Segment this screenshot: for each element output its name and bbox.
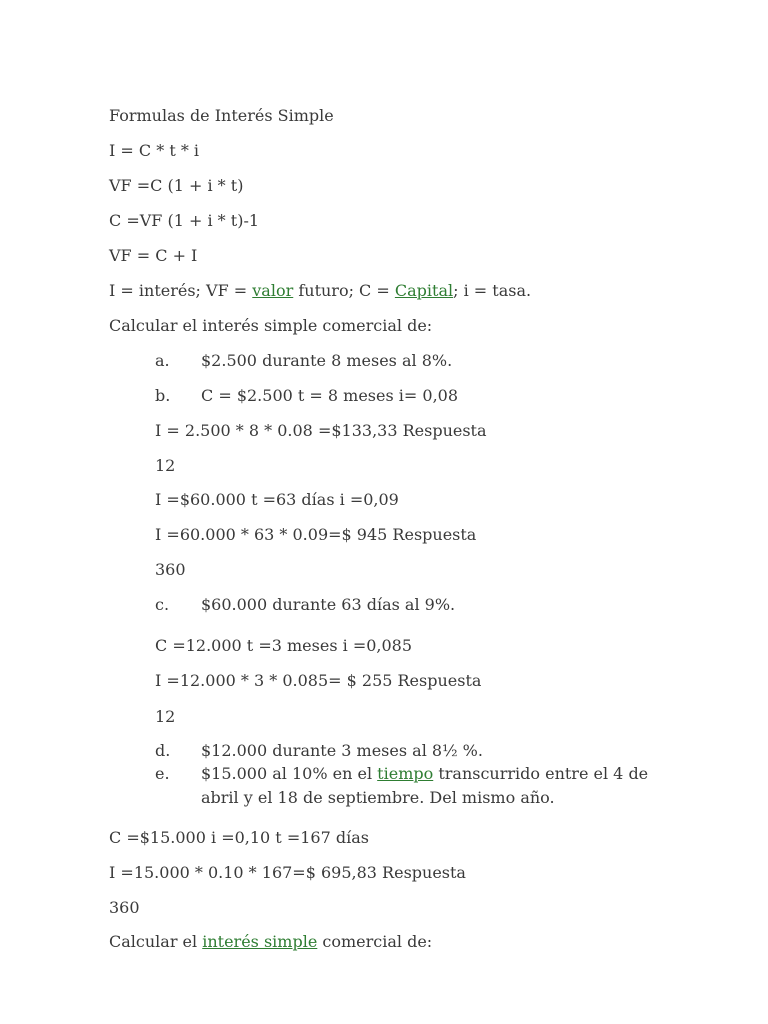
list-item-e — [155, 762, 655, 810]
formula-vf-sum: VF = C + I — [109, 246, 198, 265]
list-item-a — [155, 351, 452, 371]
list-text-d: $12.000 durante 3 meses al 8½ %. — [201, 741, 483, 760]
calc-e: I =15.000 * 0.10 * 167=$ 695,83 Respuesta — [109, 863, 466, 882]
intro-text: Calcular el interés simple comercial de: — [109, 316, 433, 335]
list-marker-e: e. — [155, 764, 170, 783]
legend-text-2: futuro; C = — [293, 281, 395, 300]
outro-text-1: Calcular el — [109, 932, 203, 951]
list-text-b: C = $2.500 t = 8 meses i= 0,08 — [201, 386, 459, 405]
outro-text-2: comercial de: — [317, 932, 433, 951]
calc-c: I =12.000 * 3 * 0.085= $ 255 Respuesta — [155, 671, 482, 690]
values-b2: I =$60.000 t =63 días i =0,09 — [155, 490, 399, 509]
list-item-d — [155, 741, 483, 761]
tiempo-link[interactable]: tiempo — [377, 764, 434, 783]
values-c: C =12.000 t =3 meses i =0,085 — [155, 636, 413, 655]
values-e: C =$15.000 i =0,10 t =167 días — [109, 828, 369, 847]
denominator-e: 360 — [109, 898, 140, 917]
list-marker-b: b. — [155, 386, 171, 405]
outro-text — [109, 932, 432, 952]
denominator-b: 12 — [155, 456, 176, 475]
list-marker-a: a. — [155, 351, 170, 370]
page-title: Formulas de Interés Simple — [109, 106, 334, 125]
formula-future-value: VF =C (1 + i * t) — [109, 176, 244, 195]
formula-interest: I = C * t * i — [109, 141, 200, 160]
valor-link[interactable]: valor — [252, 281, 294, 300]
formula-capital: C =VF (1 + i * t)-1 — [109, 211, 260, 230]
denominator-b2: 360 — [155, 560, 186, 579]
list-text-a: $2.500 durante 8 meses al 8%. — [201, 351, 453, 370]
list-text-e-2: transcurrido entre el 4 de abril y el 18 de septiembre. Del mismo año. — [201, 764, 649, 807]
list-item-c — [155, 595, 455, 615]
capital-link[interactable]: Capital — [394, 281, 454, 300]
calc-b: I = 2.500 * 8 * 0.08 =$133,33 Respuesta — [155, 421, 487, 440]
list-text-e-1: $15.000 al 10% en el — [201, 764, 378, 783]
variable-legend — [109, 281, 531, 301]
list-item-b — [155, 386, 458, 406]
legend-text-1: I = interés; VF = — [109, 281, 253, 300]
list-marker-c: c. — [155, 595, 170, 614]
list-text-c: $60.000 durante 63 días al 9%. — [201, 595, 456, 614]
calc-b2: I =60.000 * 63 * 0.09=$ 945 Respuesta — [155, 525, 477, 544]
interes-simple-link[interactable]: interés simple — [202, 932, 318, 951]
list-marker-d: d. — [155, 741, 171, 760]
legend-text-3: ; i = tasa. — [453, 281, 532, 300]
denominator-c: 12 — [155, 707, 176, 726]
